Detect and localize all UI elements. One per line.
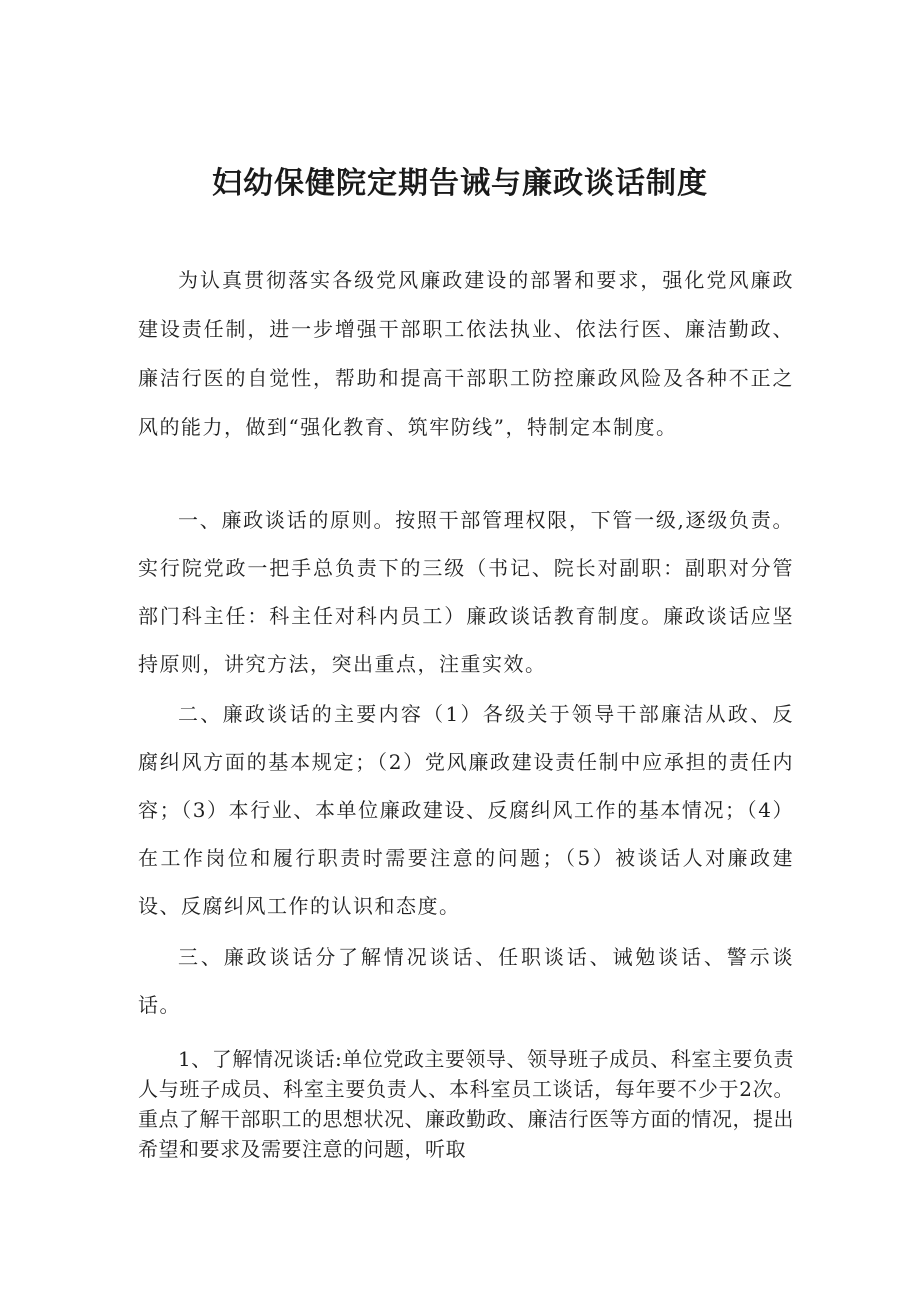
paragraph-main-content: 二、廉政谈话的主要内容（1）各级关于领导干部廉洁从政、反腐纠风方面的基本规定；（2）党风廉政建设责任制中应承担的责任内容；（3）本行业、本单位廉政建设、反腐纠风工作的基本情况；（4）在工作岗位和履行职责时需要注意的问题；（5）被谈话人对廉政建设、反腐纠风工作的认识和态度。 xyxy=(138,702,794,918)
paragraph-understanding-talk: 1、了解情况谈话:单位党政主要领导、领导班子成员、科室主要负责人与班子成员、科室主要负责人、本科室员工谈话，每年要不少于2次。重点了解干部职工的思想状况、廉政勤政、廉洁行医等方面的情况，提出希望和要求及需要注意的问题，听取 xyxy=(138,1047,794,1161)
paragraph-talk-types: 三、廉政谈话分了解情况谈话、任职谈话、诫勉谈话、警示谈话。 xyxy=(138,945,794,1017)
paragraph-intro: 为认真贯彻落实各级党风廉政建设的部署和要求，强化党风廉政建设责任制，进一步增强干部职工依法执业、依法行医、廉洁勤政、廉洁行医的自觉性，帮助和提高干部职工防控廉政风险及各种不正之风的能力，做到“强化教育、筑牢防线”，特制定本制度。 xyxy=(138,268,794,439)
paragraph-principle: 一、廉政谈话的原则。按照干部管理权限，下管一级,逐级负责。实行院党政一把手总负责下的三级（书记、院长对副职：副职对分管部门科主任：科主任对科内员工）廉政谈话教育制度。廉政谈话应坚持原则，讲究方法，突出重点，注重实效。 xyxy=(138,508,794,676)
document-title: 妇幼保健院定期告诫与廉政谈话制度 xyxy=(212,166,708,201)
